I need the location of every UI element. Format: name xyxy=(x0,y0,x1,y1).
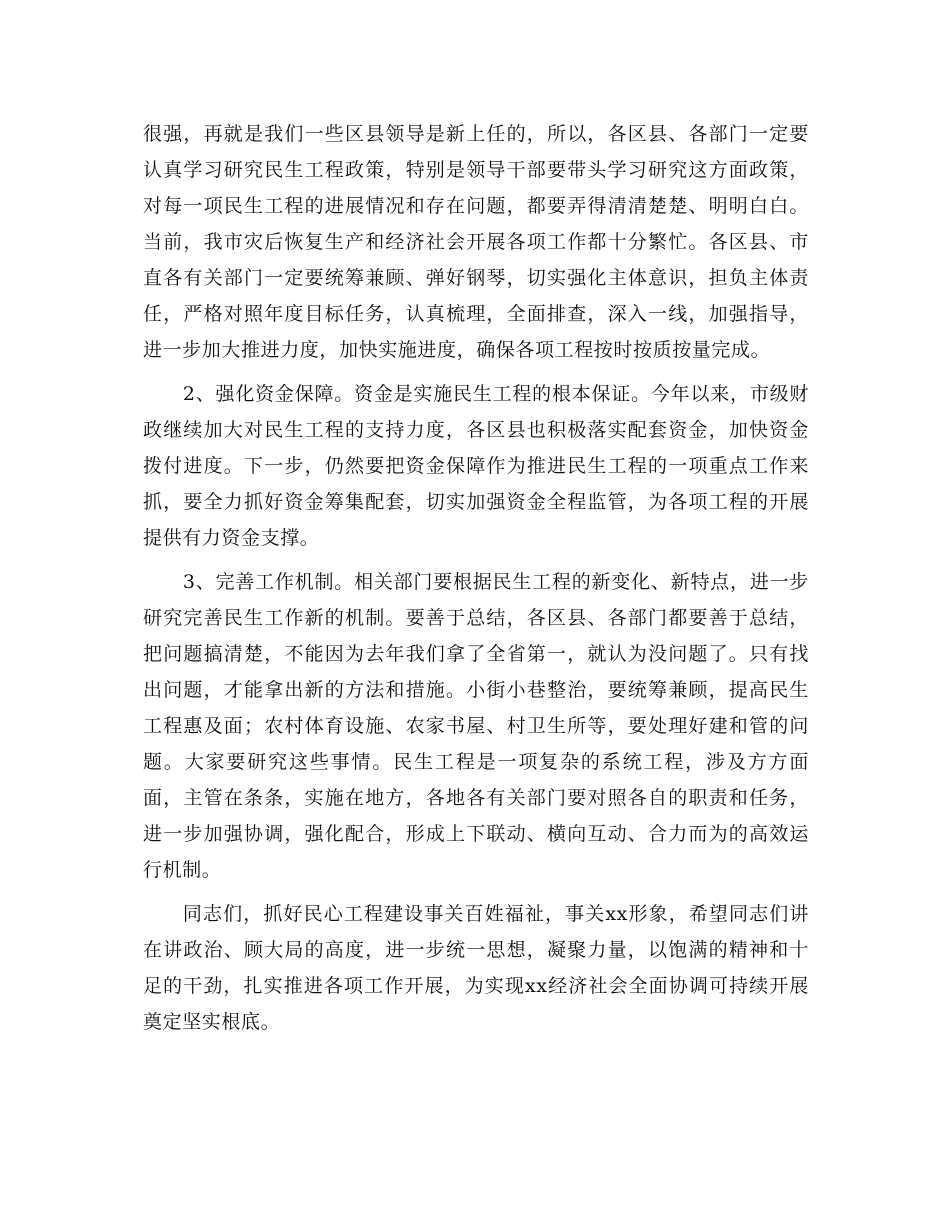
paragraph-funding-guarantee: 2、强化资金保障。资金是实施民生工程的根本保证。今年以来，市级财政继续加大对民生工程的支持力度，各区县也积极落实配套资金，加快资金拨付进度。下一步，仍然要把资金保障作为推进民生工程的一项重点工作来抓，要全力抓好资金筹集配套，切实加强资金全程监管，为各项工程的开展提供有力资金支撑。 xyxy=(143,383,809,549)
paragraph-closing-remarks: 同志们，抓好民心工程建设事关百姓福祉，事关xx形象，希望同志们讲在讲政治、顾大局的高度，进一步统一思想，凝聚力量，以饱满的精神和十足的干劲，扎实推进各项工作开展，为实现xx经济社会全面协调可持续开展奠定坚实根底。 xyxy=(143,903,809,1033)
document-body xyxy=(143,116,809,1048)
paragraph-continuation: 很强，再就是我们一些区县领导是新上任的，所以，各区县、各部门一定要认真学习研究民生工程政策，特别是领导干部要带头学习研究这方面政策，对每一项民生工程的进展情况和存在问题，都要弄得清清楚楚、明明白白。当前，我市灾后恢复生产和经济社会开展各项工作都十分繁忙。各区县、市直各有关部门一定要统筹兼顾、弹好钢琴，切实强化主体意识，担负主体责任，严格对照年度目标任务，认真梳理，全面排查，深入一线，加强指导，进一步加大推进力度，加快实施进度，确保各项工程按时按质按量完成。 xyxy=(143,123,809,361)
paragraph-work-mechanism: 3、完善工作机制。相关部门要根据民生工程的新变化、新特点，进一步研究完善民生工作新的机制。要善于总结，各区县、各部门都要善于总结，把问题搞清楚，不能因为去年我们拿了全省第一，就认为没问题了。只有找出问题，才能拿出新的方法和措施。小街小巷整治，要统筹兼顾，提高民生工程惠及面；农村体育设施、农家书屋、村卫生所等，要处理好建和管的问题。大家要研究这些事情。民生工程是一项复杂的系统工程，涉及方方面面，主管在条条，实施在地方，各地各有关部门要对照各自的职责和任务，进一步加强协调，强化配合，形成上下联动、横向互动、合力而为的高效运行机制。 xyxy=(143,571,809,881)
